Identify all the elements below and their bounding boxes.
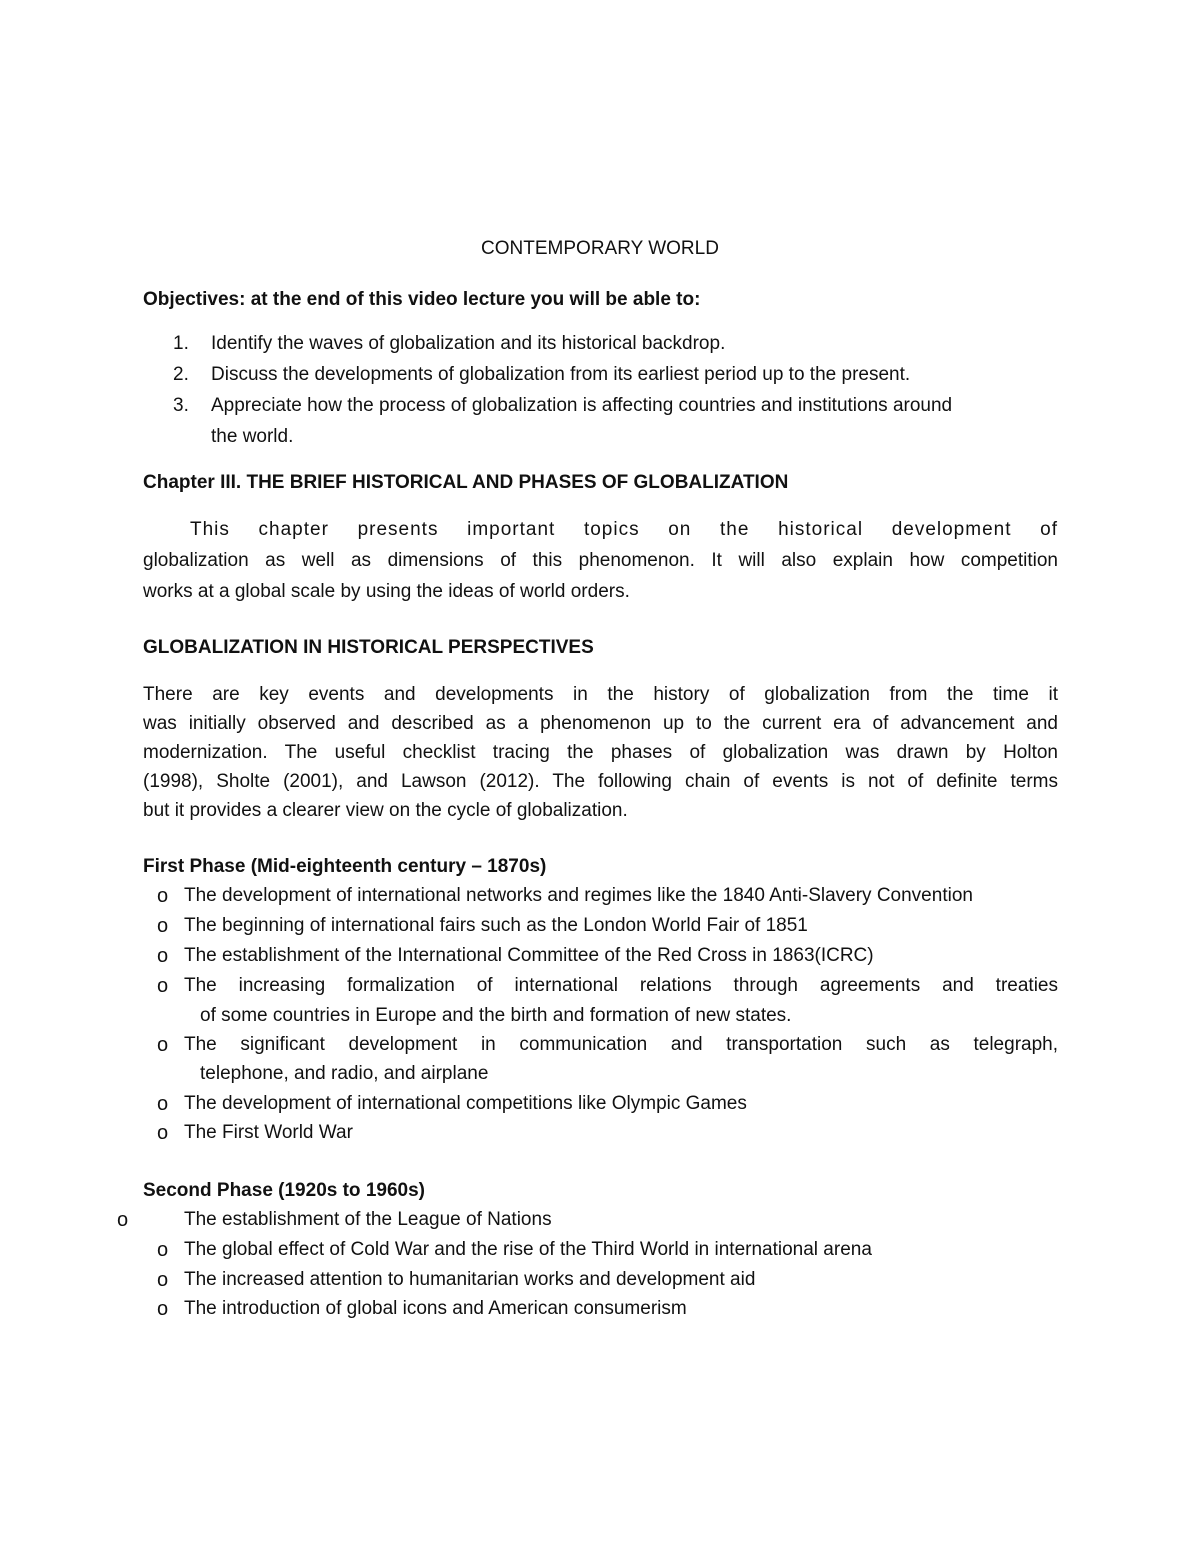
second-phase-item: The introduction of global icons and American consumerism	[184, 1298, 687, 1319]
bullet-symbol: o	[157, 1034, 169, 1056]
chapter-intro-line: globalization as well as dimensions of this phenomenon. It will also explain how competition	[143, 550, 1058, 571]
document-title: CONTEMPORARY WORLD	[481, 238, 719, 259]
section-paragraph-line: modernization. The useful checklist tracing the phases of globalization was drawn by Holton	[143, 742, 1058, 763]
bullet-symbol: o	[117, 1209, 129, 1231]
section-heading: GLOBALIZATION IN HISTORICAL PERSPECTIVES	[143, 637, 594, 658]
bullet-symbol: o	[157, 1093, 169, 1115]
bullet-symbol: o	[157, 945, 169, 967]
first-phase-item: The First World War	[184, 1122, 353, 1143]
first-phase-item: The significant development in communication and transportation such as telegraph,	[184, 1034, 1058, 1055]
first-phase-heading: First Phase (Mid-eighteenth century – 1870s)	[143, 856, 547, 877]
first-phase-item-continued: telephone, and radio, and airplane	[200, 1063, 489, 1084]
chapter-intro-line: works at a global scale by using the ideas of world orders.	[143, 581, 630, 602]
first-phase-item: The development of international networks and regimes like the 1840 Anti-Slavery Convention	[184, 885, 973, 906]
bullet-symbol: o	[157, 975, 169, 997]
objective-text-continued: the world.	[211, 426, 294, 447]
section-paragraph-line: There are key events and developments in the history of globalization from the time it	[143, 684, 1058, 705]
section-paragraph-line: was initially observed and described as a phenomenon up to the current era of advancement and	[143, 713, 1058, 734]
first-phase-item-continued: of some countries in Europe and the birth and formation of new states.	[200, 1005, 792, 1026]
chapter-heading: Chapter III. THE BRIEF HISTORICAL AND PHASES OF GLOBALIZATION	[143, 472, 789, 493]
first-phase-item: The development of international competitions like Olympic Games	[184, 1093, 747, 1114]
bullet-symbol: o	[157, 1239, 169, 1261]
objective-number: 1.	[173, 333, 189, 354]
chapter-intro-line: This chapter presents important topics on the historical development of	[190, 519, 1058, 540]
section-paragraph-line: (1998), Sholte (2001), and Lawson (2012). The following chain of events is not of definite terms	[143, 771, 1058, 792]
bullet-symbol: o	[157, 885, 169, 907]
first-phase-item: The beginning of international fairs such as the London World Fair of 1851	[184, 915, 808, 936]
bullet-symbol: o	[157, 1122, 169, 1144]
second-phase-heading: Second Phase (1920s to 1960s)	[143, 1180, 425, 1201]
objective-text: Appreciate how the process of globalization is affecting countries and institutions around	[211, 395, 953, 416]
first-phase-item: The increasing formalization of international relations through agreements and treaties	[184, 975, 1058, 996]
section-paragraph-line: but it provides a clearer view on the cycle of globalization.	[143, 800, 628, 821]
bullet-symbol: o	[157, 1269, 169, 1291]
second-phase-item: The global effect of Cold War and the rise of the Third World in international arena	[184, 1239, 872, 1260]
first-phase-item: The establishment of the International Committee of the Red Cross in 1863(ICRC)	[184, 945, 874, 966]
bullet-symbol: o	[157, 915, 169, 937]
bullet-symbol: o	[157, 1298, 169, 1320]
objective-number: 2.	[173, 364, 189, 385]
objective-text: Identify the waves of globalization and its historical backdrop.	[211, 333, 726, 354]
objective-number: 3.	[173, 395, 189, 416]
objective-text: Discuss the developments of globalization from its earliest period up to the present.	[211, 364, 911, 385]
objectives-heading: Objectives: at the end of this video lecture you will be able to:	[143, 289, 701, 310]
second-phase-item: The increased attention to humanitarian works and development aid	[184, 1269, 756, 1290]
second-phase-item: The establishment of the League of Nations	[184, 1209, 552, 1230]
